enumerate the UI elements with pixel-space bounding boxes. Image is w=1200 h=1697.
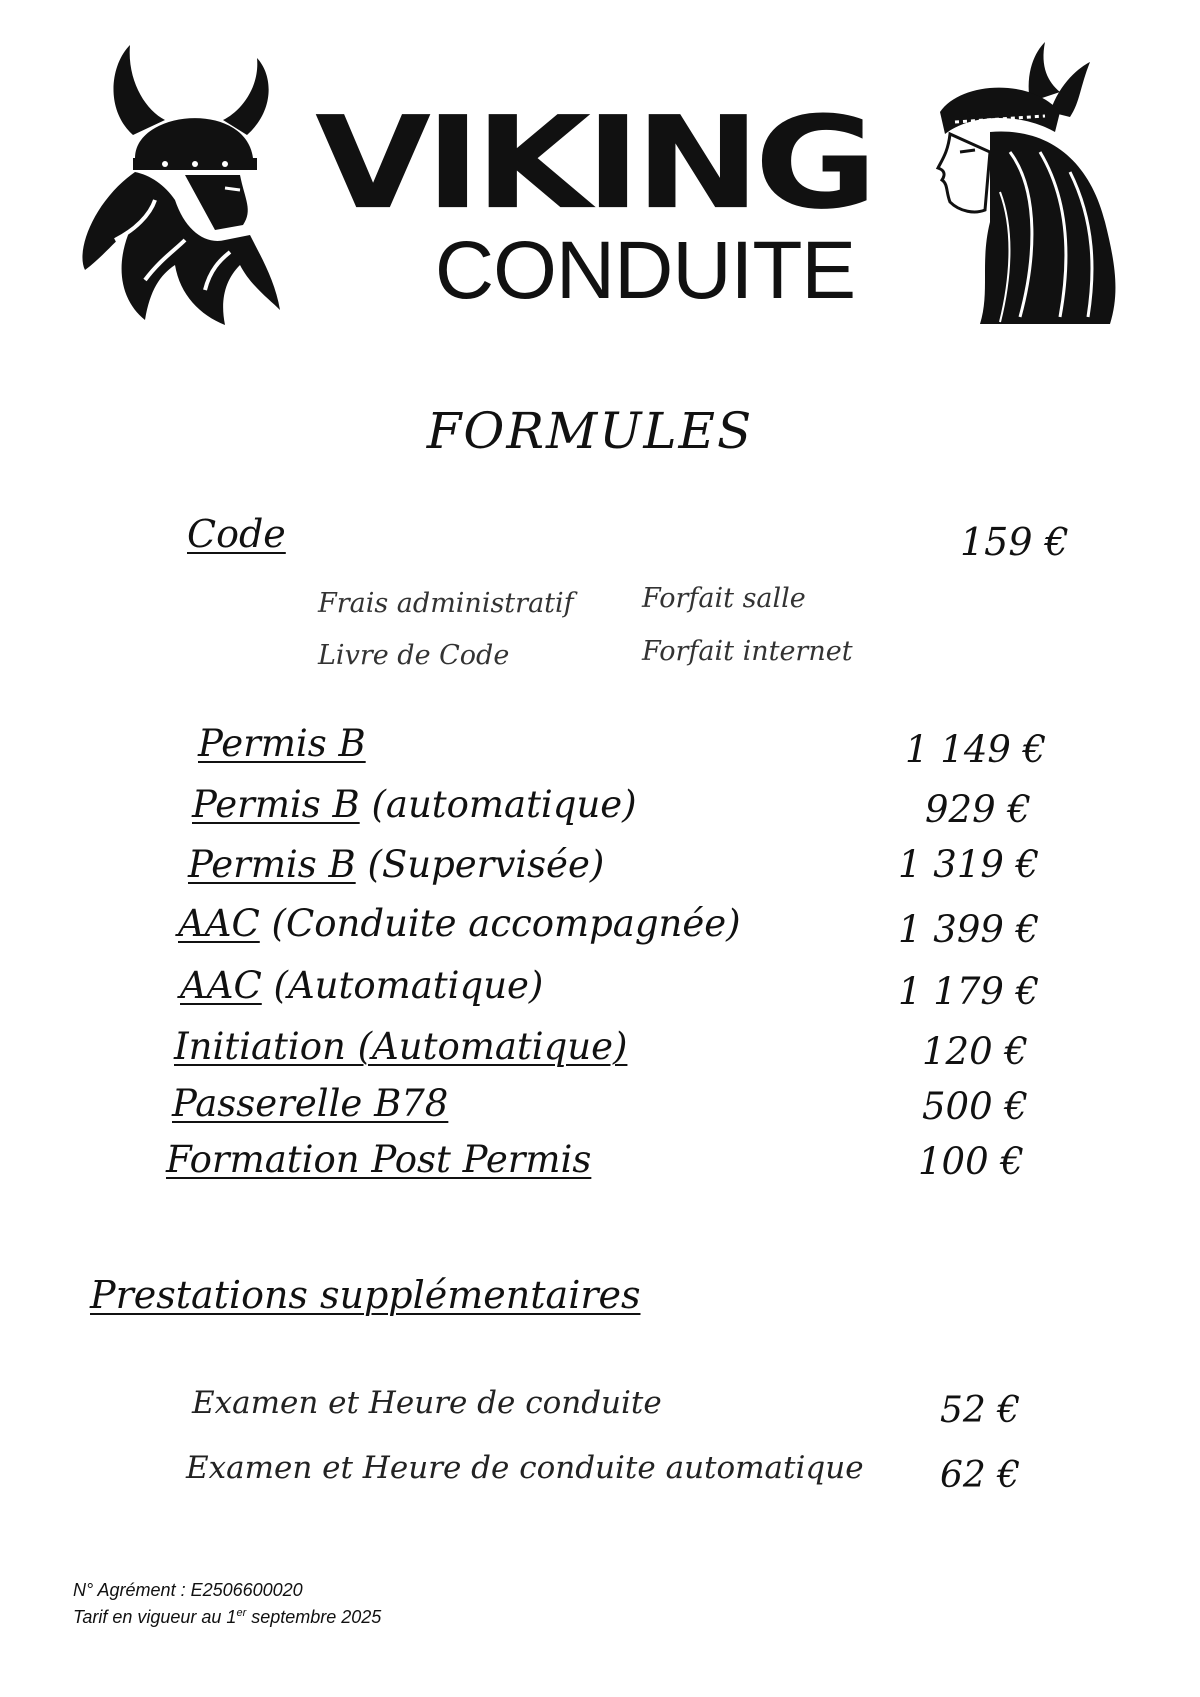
formule-row-label [178,902,741,945]
formule-price: 500 € [922,1085,1028,1128]
formule-row-label [166,1138,591,1181]
shieldmaiden-logo [920,42,1130,327]
code-price: 159 € [960,520,1069,564]
formule-price: 120 € [922,1030,1028,1073]
formule-name: Permis B [198,722,366,765]
formule-name: Formation Post Permis [166,1138,592,1181]
agrement-number: N° Agrément : E2506600020 [73,1580,303,1600]
formule-name: Passerelle B78 [172,1082,449,1125]
formule-name: Initiation (Automatique) [174,1025,628,1068]
formule-price: 1 179 € [898,970,1040,1013]
formule-row-label [172,1082,448,1125]
supplementaires-title: Prestations supplémentaires [90,1273,641,1317]
extra-item-label: Examen et Heure de conduite automatique [186,1450,864,1486]
formule-name: Permis B [188,843,356,886]
tarif-prefix: Tarif en vigueur au 1 [73,1607,237,1627]
tarif-sup: er [236,1607,247,1619]
formule-price: 929 € [925,788,1031,831]
formule-name: Permis B [192,783,360,826]
tarif-validity [73,1607,381,1628]
formule-detail: (Automatique) [273,964,544,1007]
formule-name: AAC [178,902,260,945]
code-include-item: Forfait internet [642,636,853,667]
extra-item-label: Examen et Heure de conduite [192,1385,662,1421]
page-title: FORMULES [426,402,754,460]
tarif-suffix: septembre 2025 [246,1607,382,1627]
brand-main: VIKING [315,89,872,238]
code-include-item: Livre de Code [318,640,510,671]
code-include-item: Frais administratif [318,588,574,619]
formule-price: 1 149 € [905,728,1047,771]
formule-name: AAC [180,964,262,1007]
formule-price: 100 € [918,1140,1024,1183]
formule-row-label [188,843,604,886]
formule-row-label [192,783,637,826]
formule-detail: (Conduite accompagnée) [271,902,741,945]
extra-item-price: 62 € [940,1455,1021,1496]
code-label: Code [187,512,286,556]
formule-row-label [198,722,366,765]
formule-row-label [180,964,543,1007]
formule-detail: (automatique) [371,783,637,826]
formule-detail: (Supervisée) [367,843,605,886]
formule-price: 1 399 € [898,908,1040,951]
formule-row-label [174,1025,627,1068]
extra-item-price: 52 € [940,1390,1021,1431]
viking-warrior-logo [75,40,305,330]
brand-sub: CONDUITE [434,225,856,316]
code-include-item: Forfait salle [642,583,806,614]
formule-price: 1 319 € [898,843,1040,886]
